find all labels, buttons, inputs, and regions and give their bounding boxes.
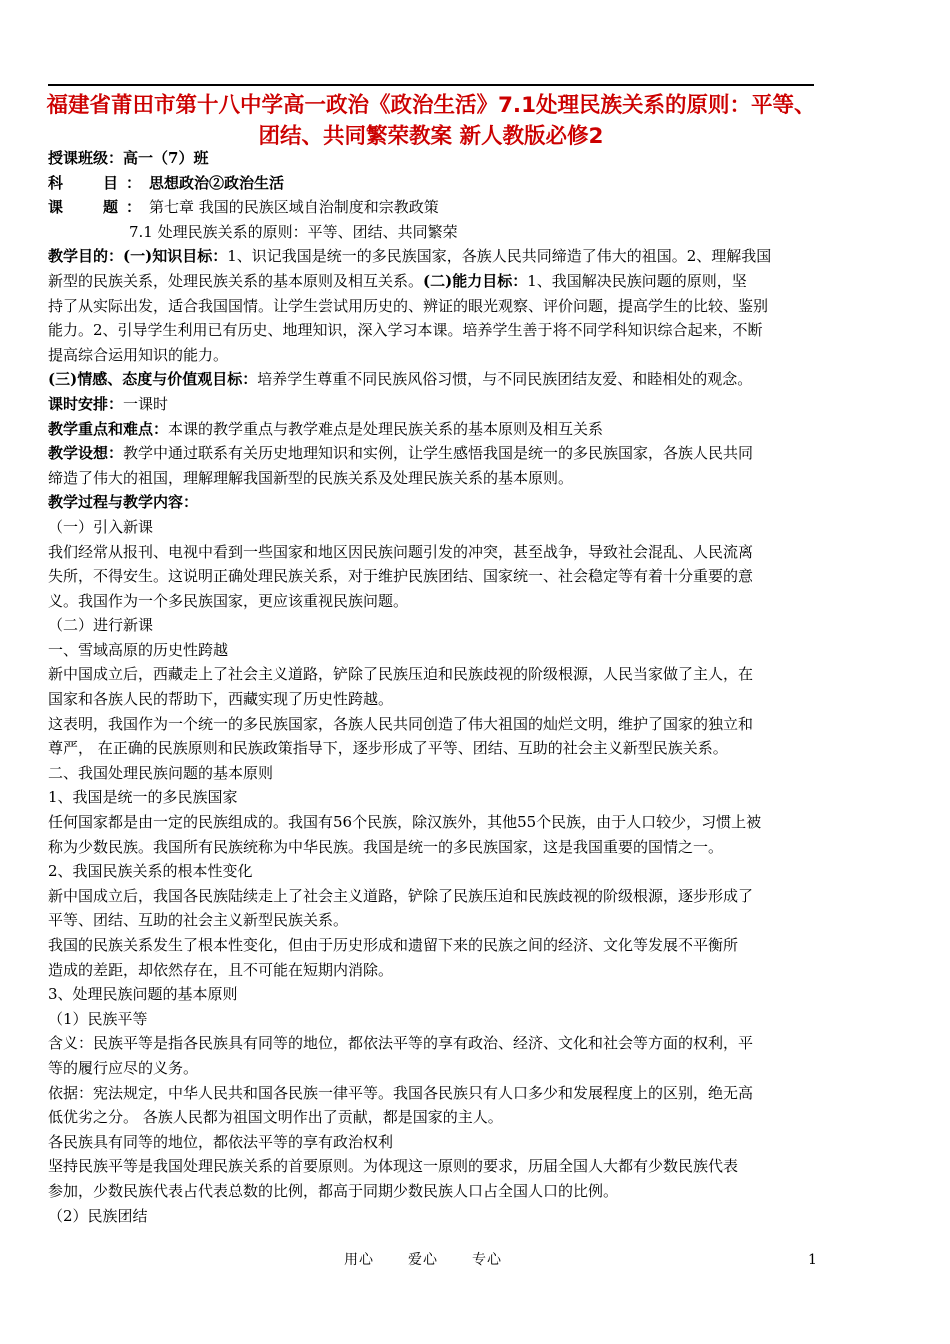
ability-goal-label: (二)能力目标： xyxy=(423,271,528,290)
design-text-1: 教学中通过联系有关历史地理知识和实例，让学生感悟我国是统一的多民族国家，各族人民共同 xyxy=(123,444,754,463)
topic-subtitle: 7.1 处理民族关系的原则：平等、团结、共同繁荣 xyxy=(129,222,458,241)
class-label: 授课班级： xyxy=(48,149,124,167)
content-line: 任何国家都是由一定的民族组成的。我国有56个民族，除汉族外，其他55个民族，由于人口较少，习惯上被 xyxy=(48,813,762,832)
goals-label: 教学目的： xyxy=(48,247,124,266)
page-number: 1 xyxy=(808,1252,817,1268)
content-line: （一）引入新课 xyxy=(48,517,154,536)
content-line: 坚持民族平等是我国处理民族关系的首要原则。为体现这一原则的要求，历届全国人大都有少数民族代表 xyxy=(48,1157,739,1176)
content-line: 失所，不得安生。这说明正确处理民族关系，对于维护民族团结、国家统一、社会稳定等有着十分重要的意 xyxy=(48,567,754,586)
design-row-2: 缔造了伟大的祖国，理解理解我国新型的民族关系及处理民族关系的基本原则。 xyxy=(48,468,574,487)
subject-value: 思想政治②政治生活 xyxy=(149,173,285,192)
schedule-label: 课时安排： xyxy=(48,394,124,413)
title-line-1: 福建省莆田市第十八中学高一政治《政治生活》7.1处理民族关系的原则：平等、 xyxy=(46,93,816,118)
content-line: 3、处理民族问题的基本原则 xyxy=(48,985,238,1004)
topic-label-a: 课 xyxy=(48,198,84,217)
footer-word-3: 专心 xyxy=(472,1252,502,1268)
subject-label-b: 目： xyxy=(103,173,150,192)
content-line: 这表明，我国作为一个统一的多民族国家，各族人民共同创造了伟大祖国的灿烂文明，维护了国家的独立和 xyxy=(48,714,754,733)
footer-word-2: 爱心 xyxy=(408,1252,438,1268)
emotion-goal-row xyxy=(48,367,818,392)
content-line: 平等、团结、互助的社会主义新型民族关系。 xyxy=(48,911,349,930)
content-line: （二）进行新课 xyxy=(48,616,154,635)
knowledge-goal-label: (一)知识目标： xyxy=(123,247,228,266)
process-label: 教学过程与教学内容： xyxy=(48,493,199,512)
content-line: 等的履行应尽的义务。 xyxy=(48,1058,199,1077)
content-line: 造成的差距，却依然存在，且不可能在短期内消除。 xyxy=(48,960,394,979)
content-line: 二、我国处理民族问题的基本原则 xyxy=(48,763,274,782)
schedule-row xyxy=(48,392,818,417)
goals-text-1: 1、识记我国是统一的多民族国家，各族人民共同缔造了伟大的祖国。2、理解我国 xyxy=(227,247,772,266)
content-line: 尊严， 在正确的民族原则和民族政策指导下，逐步形成了平等、团结、互助的社会主义新型民族关系。 xyxy=(48,739,728,758)
header-rule xyxy=(48,84,814,86)
goals-row-4: 能力。2、引导学生利用已有历史、地理知识，深入学习本课。培养学生善于将不同学科知识综合起来，不断 xyxy=(48,321,763,340)
content-line: 含义：民族平等是指各民族具有同等的地位，都依法平等的享有政治、经济、文化和社会等方面的权利，平 xyxy=(48,1034,754,1053)
lesson-content xyxy=(48,515,818,1228)
document-title xyxy=(45,90,817,152)
topic-label-b: 题： xyxy=(103,198,150,217)
key-points-row xyxy=(48,417,818,442)
subject-row xyxy=(48,171,818,196)
topic-row xyxy=(48,195,818,220)
content-line: 参加，少数民族代表占代表总数的比例，都高于同期少数民族人口占全国人口的比例。 xyxy=(48,1181,619,1200)
content-line: 称为少数民族。我国所有民族统称为中华民族。我国是统一的多民族国家，这是我国重要的国情之一。 xyxy=(48,837,724,856)
topic-value: 第七章 我国的民族区域自治制度和宗教政策 xyxy=(149,198,439,217)
goals-row-5: 提高综合运用知识的能力。 xyxy=(48,345,229,364)
content-line: （2）民族团结 xyxy=(48,1206,148,1225)
content-line: （1）民族平等 xyxy=(48,1009,148,1028)
content-line: 1、我国是统一的多民族国家 xyxy=(48,788,238,807)
emotion-goal-label: (三)情感、态度与价值观目标： xyxy=(48,370,258,389)
content-line: 各民族具有同等的地位，都依法平等的享有政治权利 xyxy=(48,1132,394,1151)
goals-row-1 xyxy=(48,244,818,269)
design-label: 教学设想： xyxy=(48,444,124,463)
title-line-2: 团结、共同繁荣教案 新人教版必修2 xyxy=(258,124,604,149)
goals-row-2 xyxy=(48,269,818,294)
class-value: 高一（7）班 xyxy=(123,149,209,167)
design-row-1 xyxy=(48,441,818,466)
content-line: 2、我国民族关系的根本性变化 xyxy=(48,862,253,881)
content-line: 新中国成立后，我国各民族陆续走上了社会主义道路，铲除了民族压迫和民族歧视的阶级根源，逐步形成了 xyxy=(48,886,754,905)
emotion-goal-text: 培养学生尊重不同民族风俗习惯，与不同民族团结友爱、和睦相处的观念。 xyxy=(257,370,753,389)
page-footer xyxy=(0,1248,950,1272)
content-line: 低优劣之分。 各族人民都为祖国文明作出了贡献，都是国家的主人。 xyxy=(48,1108,503,1127)
schedule-value: 一课时 xyxy=(123,394,169,413)
subject-label-a: 科 xyxy=(48,173,84,192)
goals-text-2a: 新型的民族关系，处理民族关系的基本原则及相互关系。 xyxy=(48,271,424,290)
footer-word-1: 用心 xyxy=(344,1252,374,1268)
class-row xyxy=(48,146,818,171)
content-line: 国家和各族人民的帮助下，西藏实现了历史性跨越。 xyxy=(48,690,394,709)
content-line: 我们经常从报刊、电视中看到一些国家和地区因民族问题引发的冲突，甚至战争，导致社会混乱、人民流离 xyxy=(48,542,754,561)
goals-text-2b: 1、我国解决民族问题的原则，坚 xyxy=(527,271,747,290)
goals-row-3: 持了从实际出发，适合我国国情。让学生尝试用历史的、辨证的眼光观察、评价问题，提高学生的比较、鉴别 xyxy=(48,296,769,315)
content-line: 我国的民族关系发生了根本性变化，但由于历史形成和遗留下来的民族之间的经济、文化等发展不平衡所 xyxy=(48,936,739,954)
content-line: 新中国成立后，西藏走上了社会主义道路，铲除了民族压迫和民族歧视的阶级根源，人民当家做了主人，在 xyxy=(48,665,754,684)
key-points-value: 本课的教学重点与教学难点是处理民族关系的基本原则及相互关系 xyxy=(168,419,604,438)
content-line: 依据：宪法规定，中华人民共和国各民族一律平等。我国各民族只有人口多少和发展程度上的区别，绝无高 xyxy=(48,1083,754,1102)
content-line: 一、雪域高原的历史性跨越 xyxy=(48,640,229,659)
key-points-label: 教学重点和难点： xyxy=(48,419,169,438)
content-line: 义。我国作为一个多民族国家，更应该重视民族问题。 xyxy=(48,591,409,610)
document-body xyxy=(48,146,818,1228)
footer-motto xyxy=(344,1248,536,1272)
